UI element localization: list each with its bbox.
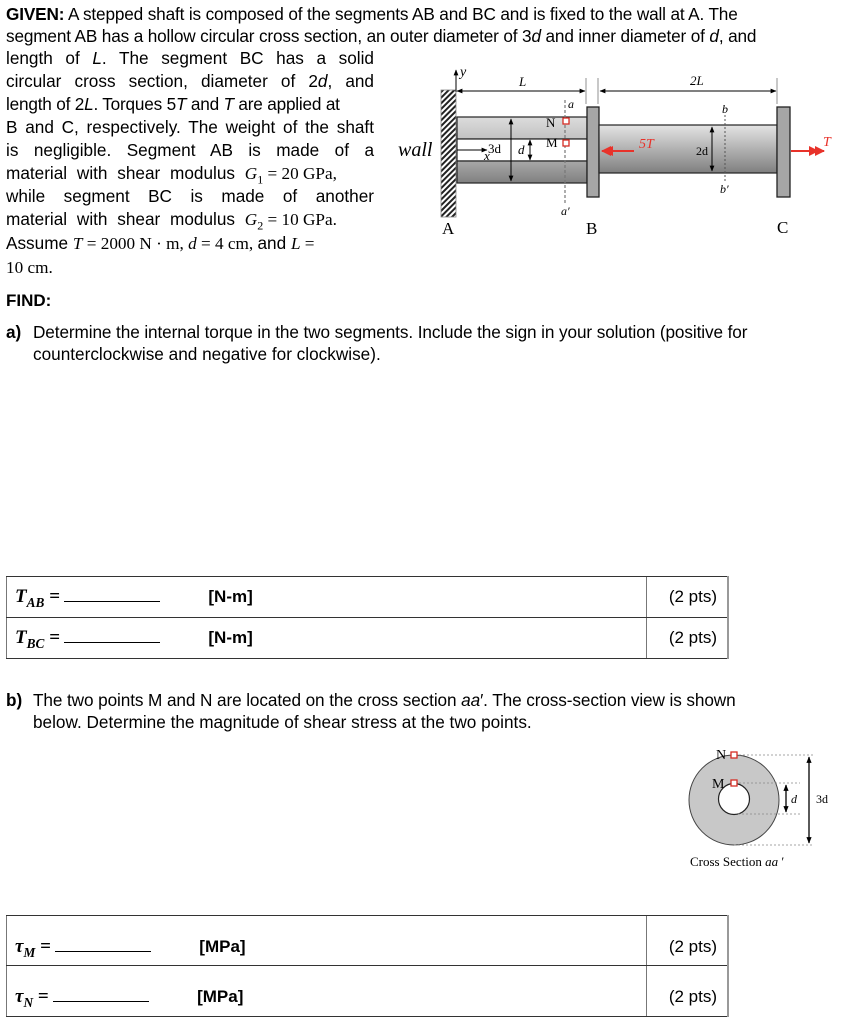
part-a-question-line-1: Determine the internal torque in the two segments. Include the sign in your solution (positive for <box>33 322 748 342</box>
point-M-marker <box>563 140 569 146</box>
dim-3d-label: 3d <box>488 141 501 156</box>
y-axis-label: y <box>460 65 467 80</box>
torque-5T-label: 5T <box>639 137 654 152</box>
part-b-label: b) <box>6 690 23 710</box>
x-axis-label: x <box>484 148 490 163</box>
cs-point-M-label: M <box>712 777 725 792</box>
label-B: B <box>586 219 598 238</box>
find-label: FIND: <box>6 291 52 310</box>
tbc-unit: [N-m] <box>208 628 253 647</box>
tau-m-answer-blank[interactable] <box>55 939 151 952</box>
dim-d-label: d <box>518 142 525 157</box>
dim-2L-label: 2L <box>690 73 704 88</box>
cs-point-N-marker <box>731 752 737 758</box>
tau-n-answer-blank[interactable] <box>53 989 149 1002</box>
label-C: C <box>777 218 789 237</box>
label-A: A <box>442 219 455 238</box>
point-N-label: N <box>546 115 556 130</box>
cs-point-N-label: N <box>716 748 727 763</box>
cs-dim-d-label: d <box>791 792 797 806</box>
answer-row-tau-m <box>7 916 729 966</box>
shaft-diagram <box>380 55 843 250</box>
given-line-10: material with shear modulus $G_2 = 10$ GPa. <box>6 209 337 233</box>
given-line-11: Assume T = 2000 N · m, d = 4 cm, and L = <box>6 233 315 253</box>
tab-answer-blank[interactable] <box>64 589 160 602</box>
cs-dim-3d-label: 3d <box>816 792 828 806</box>
torque-T-label: T <box>823 135 831 150</box>
tau-m-symbol: $\tau_M$ = <box>15 935 51 960</box>
segment-bc <box>599 125 777 173</box>
section-b-label: b <box>722 102 728 116</box>
answer-table-b <box>6 915 729 1017</box>
section-a-prime-label: a′ <box>561 204 570 218</box>
cross-section-diagram <box>680 738 843 873</box>
tau-n-points: (2 pts) <box>647 966 729 1017</box>
tbc-answer-blank[interactable] <box>64 630 160 643</box>
given-line-2: segment AB has a hollow circular cross section, an outer diameter of 3d and inner diameter of d, and <box>6 26 757 46</box>
given-label: GIVEN: <box>6 4 65 24</box>
cs-point-M-marker <box>731 780 737 786</box>
given-line-4: circular cross section, diameter of 2d, and <box>6 71 374 91</box>
segment-ab-bottom-wall <box>457 161 587 183</box>
answer-table-a <box>6 576 729 659</box>
tau-n-symbol: $\tau_N$ = <box>15 986 49 1010</box>
tau-m-unit: [MPa] <box>199 936 246 956</box>
section-b-prime-label: b′ <box>720 182 729 196</box>
given-line-12: 10 cm. <box>6 258 53 277</box>
part-b-question-line-1: The two points M and N are located on the cross section aa′. The cross-section view is shown <box>33 690 736 710</box>
point-M-label: M <box>546 135 558 150</box>
dim-L-label: L <box>519 74 527 89</box>
given-line-3: length of L. The segment BC has a solid <box>6 48 374 68</box>
part-a-question-line-2: counterclockwise and negative for clockwise). <box>33 344 381 364</box>
cs-caption: Cross Section aa ′ <box>690 854 785 869</box>
tau-m-points: (2 pts) <box>647 916 729 966</box>
answer-row-tau-n <box>7 966 729 1017</box>
tbc-symbol: $T_{BC}$ = <box>15 627 60 651</box>
part-b-question-line-2: below. Determine the magnitude of shear stress at the two points. <box>33 712 532 732</box>
part-a-label: a) <box>6 322 22 342</box>
given-line-8: material with shear modulus $G_1 = 20$ GPa, <box>6 163 337 187</box>
tab-unit: [N-m] <box>208 587 253 606</box>
given-line-1: GIVEN: A stepped shaft is composed of the segments AB and BC and is fixed to the wall at A. The <box>6 4 738 24</box>
tau-n-unit: [MPa] <box>197 987 244 1006</box>
given-line-7: is negligible. Segment AB is made of a <box>6 140 374 160</box>
given-line-9: while segment BC is made of another <box>6 186 374 206</box>
given-line-6: B and C, respectively. The weight of the shaft <box>6 117 374 137</box>
wall-hatch <box>441 90 456 217</box>
wall-label: wall <box>398 139 433 161</box>
answer-row-tab <box>7 577 729 618</box>
tab-symbol: $T_{AB}$ = <box>15 586 60 610</box>
section-a-label: a <box>568 97 574 111</box>
tbc-points: (2 pts) <box>647 618 729 659</box>
flange-B <box>587 107 599 197</box>
dim-2d-label: 2d <box>696 144 708 158</box>
flange-C <box>777 107 790 197</box>
answer-row-tbc <box>7 618 729 659</box>
given-line-5: length of 2L. Torques 5T and T are applied at <box>6 94 340 114</box>
tab-points: (2 pts) <box>647 577 729 618</box>
point-N-marker <box>563 118 569 124</box>
